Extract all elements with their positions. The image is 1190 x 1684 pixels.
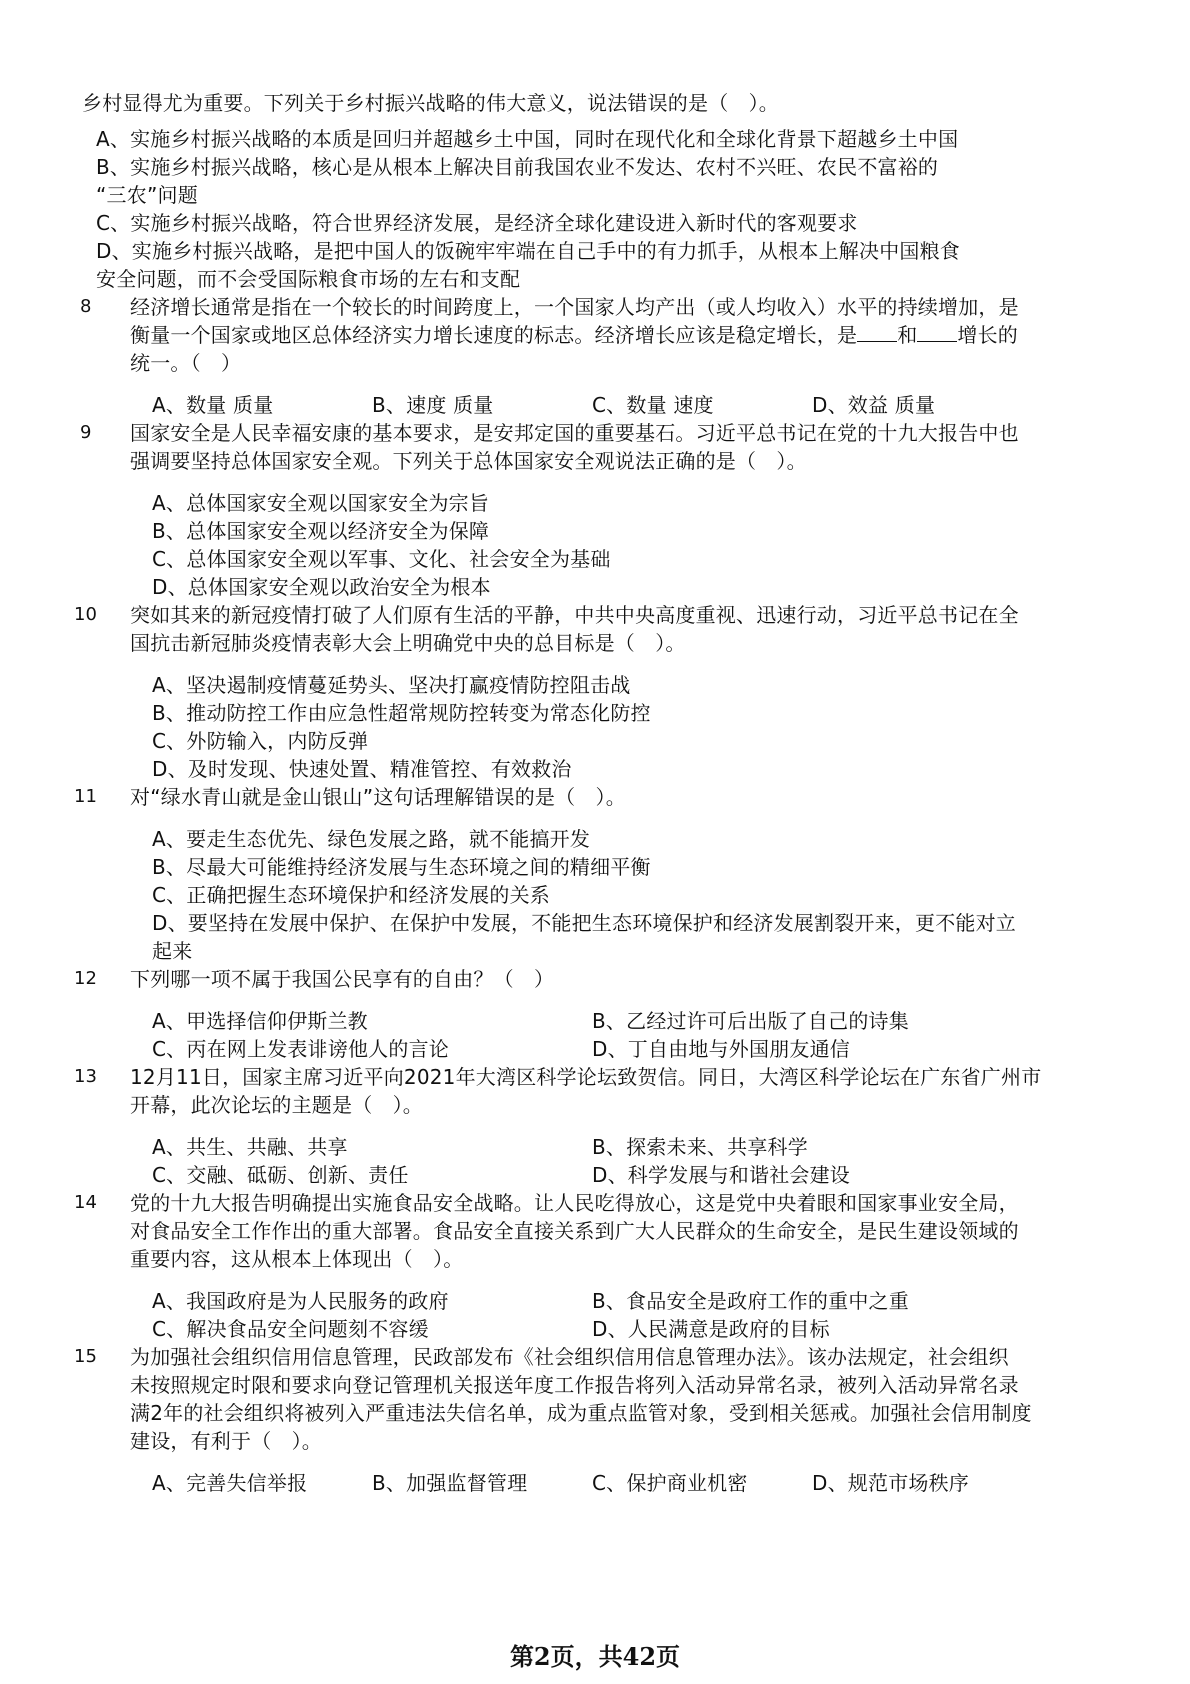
q13-option-d: D、科学发展与和谐社会建设 bbox=[592, 1163, 851, 1187]
q14-option-d: D、人民满意是政府的目标 bbox=[592, 1317, 830, 1341]
q7-option-b-cont: “三农”问题 bbox=[96, 183, 198, 207]
q12-stem-line1: 下列哪一项不属于我国公民享有的自由？（ ） bbox=[130, 967, 555, 991]
q8-blank-1 bbox=[857, 323, 897, 342]
q12-option-c: C、丙在网上发表诽谤他人的言论 bbox=[152, 1037, 449, 1061]
q12-option-d: D、丁自由地与外国朋友通信 bbox=[592, 1037, 851, 1061]
q14-option-b: B、食品安全是政府工作的重中之重 bbox=[592, 1289, 909, 1313]
q13-option-c: C、交融、砥砺、创新、责任 bbox=[152, 1163, 409, 1187]
q7-option-c: C、实施乡村振兴战略，符合世界经济发展，是经济全球化建设进入新时代的客观要求 bbox=[96, 211, 858, 235]
q10-number: 10 bbox=[74, 604, 97, 625]
q12-option-b: B、乙经过许可后出版了自己的诗集 bbox=[592, 1009, 909, 1033]
q9-number: 9 bbox=[80, 422, 92, 443]
q9-option-b: B、总体国家安全观以经济安全为保障 bbox=[152, 519, 490, 543]
q13-number: 13 bbox=[74, 1066, 97, 1087]
q15-option-a: A、完善失信举报 bbox=[152, 1471, 308, 1495]
q9-option-a: A、总体国家安全观以国家安全为宗旨 bbox=[152, 491, 490, 515]
q14-option-a: A、我国政府是为人民服务的政府 bbox=[152, 1289, 449, 1313]
q13-stem-line1: 12月11日，国家主席习近平向2021年大湾区科学论坛致贺信。同日，大湾区科学论坛在广东省广州市 bbox=[130, 1065, 1042, 1089]
q8-option-a: A、数量 质量 bbox=[152, 393, 274, 417]
q7-stem-tail: 乡村显得尤为重要。下列关于乡村振兴战略的伟大意义，说法错误的是（ ）。 bbox=[82, 91, 779, 115]
q9-option-d: D、总体国家安全观以政治安全为根本 bbox=[152, 575, 491, 599]
q8-stem-line3: 统一。（ ） bbox=[130, 351, 242, 375]
q15-option-c: C、保护商业机密 bbox=[592, 1471, 748, 1495]
q8-stem-line2a: 衡量一个国家或地区总体经济实力增长速度的标志。经济增长应该是稳定增长，是 bbox=[130, 323, 858, 347]
q7-option-a: A、实施乡村振兴战略的本质是回归并超越乡土中国，同时在现代化和全球化背景下超越乡土中国 bbox=[96, 127, 959, 151]
q8-stem-line1: 经济增长通常是指在一个较长的时间跨度上，一个国家人均产出（或人均收入）水平的持续增加，是 bbox=[130, 295, 1019, 319]
q14-stem-line3: 重要内容，这从根本上体现出（ ）。 bbox=[130, 1247, 464, 1271]
q7-option-b: B、实施乡村振兴战略，核心是从根本上解决目前我国农业不发达、农村不兴旺、农民不富裕的 bbox=[96, 155, 939, 179]
q8-option-c: C、数量 速度 bbox=[592, 393, 714, 417]
q11-option-d-cont: 起来 bbox=[152, 939, 193, 963]
q15-option-d: D、规范市场秩序 bbox=[812, 1471, 970, 1495]
q11-option-c: C、正确把握生态环境保护和经济发展的关系 bbox=[152, 883, 550, 907]
q12-number: 12 bbox=[74, 968, 97, 989]
q10-option-a: A、坚决遏制疫情蔓延势头、坚决打赢疫情防控阻击战 bbox=[152, 673, 631, 697]
q10-stem-line2: 国抗击新冠肺炎疫情表彰大会上明确党中央的总目标是（ ）。 bbox=[130, 631, 686, 655]
q15-stem-line2: 未按照规定时限和要求向登记管理机关报送年度工作报告将列入活动异常名录，被列入活动异常名录 bbox=[130, 1373, 1019, 1397]
q14-stem-line2: 对食品安全工作作出的重大部署。食品安全直接关系到广大人民群众的生命安全，是民生建设领域的 bbox=[130, 1219, 1019, 1243]
q8-blank-2 bbox=[917, 323, 957, 342]
q11-option-b: B、尽最大可能维持经济发展与生态环境之间的精细平衡 bbox=[152, 855, 651, 879]
q15-stem-line3: 满2年的社会组织将被列入严重违法失信名单，成为重点监管对象，受到相关惩戒。加强社会信用制度 bbox=[130, 1401, 1032, 1425]
q9-stem-line2: 强调要坚持总体国家安全观。下列关于总体国家安全观说法正确的是（ ）。 bbox=[130, 449, 807, 473]
q9-option-c: C、总体国家安全观以军事、文化、社会安全为基础 bbox=[152, 547, 611, 571]
q10-option-d: D、及时发现、快速处置、精准管控、有效救治 bbox=[152, 757, 572, 781]
q14-stem-line1: 党的十九大报告明确提出实施食品安全战略。让人民吃得放心，这是党中央着眼和国家事业安全局， bbox=[130, 1191, 1019, 1215]
q14-option-c: C、解决食品安全问题刻不容缓 bbox=[152, 1317, 429, 1341]
q15-stem-line1: 为加强社会组织信用信息管理，民政部发布《社会组织信用信息管理办法》。该办法规定，社会组织 bbox=[130, 1345, 1009, 1369]
q15-stem-line4: 建设，有利于（ ）。 bbox=[130, 1429, 322, 1453]
q10-stem-line1: 突如其来的新冠疫情打破了人们原有生活的平静，中共中央高度重视、迅速行动，习近平总书记在全 bbox=[130, 603, 1019, 627]
q10-option-c: C、外防输入，内防反弹 bbox=[152, 729, 369, 753]
q15-option-b: B、加强监督管理 bbox=[372, 1471, 528, 1495]
q11-stem-line1: 对“绿水青山就是金山银山”这句话理解错误的是（ ）。 bbox=[130, 785, 626, 809]
q13-option-a: A、共生、共融、共享 bbox=[152, 1135, 348, 1159]
q8-stem-line2b: 和 bbox=[897, 323, 918, 347]
q11-option-d: D、要坚持在发展中保护、在保护中发展，不能把生态环境保护和经济发展割裂开来，更不能对立 bbox=[152, 911, 1016, 935]
q7-option-d-cont: 安全问题，而不会受国际粮食市场的左右和支配 bbox=[96, 267, 521, 291]
q14-number: 14 bbox=[74, 1192, 97, 1213]
q8-option-b: B、速度 质量 bbox=[372, 393, 494, 417]
q9-stem-line1: 国家安全是人民幸福安康的基本要求，是安邦定国的重要基石。习近平总书记在党的十九大报告中也 bbox=[130, 421, 1019, 445]
q10-option-b: B、推动防控工作由应急性超常规防控转变为常态化防控 bbox=[152, 701, 651, 725]
q11-number: 11 bbox=[74, 786, 97, 807]
q15-number: 15 bbox=[74, 1346, 97, 1367]
q8-option-d: D、效益 质量 bbox=[812, 393, 936, 417]
q8-stem-line2 bbox=[130, 320, 1018, 350]
q13-option-b: B、探索未来、共享科学 bbox=[592, 1135, 808, 1159]
q8-stem-line2c: 增长的 bbox=[957, 323, 1019, 347]
q7-option-d: D、实施乡村振兴战略，是把中国人的饭碗牢牢端在自己手中的有力抓手，从根本上解决中国粮食 bbox=[96, 239, 960, 263]
q13-stem-line2: 开幕，此次论坛的主题是（ ）。 bbox=[130, 1093, 423, 1117]
q12-option-a: A、甲选择信仰伊斯兰教 bbox=[152, 1009, 368, 1033]
q8-number: 8 bbox=[80, 296, 92, 317]
q11-option-a: A、要走生态优先、绿色发展之路，就不能搞开发 bbox=[152, 827, 591, 851]
page-number-footer: 第2页，共42页 bbox=[509, 1642, 681, 1671]
